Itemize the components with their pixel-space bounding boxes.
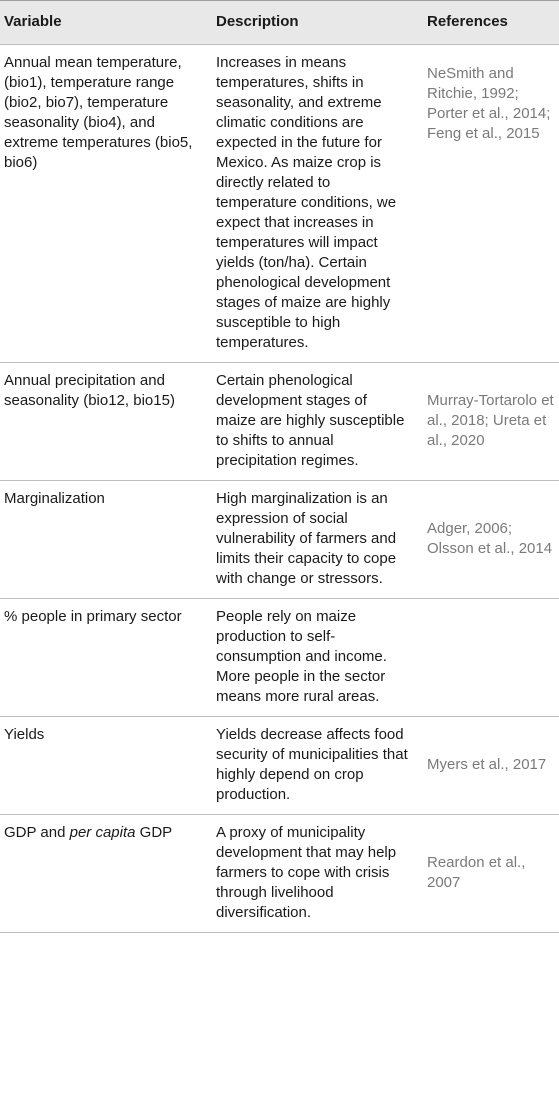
header-references: References bbox=[427, 13, 508, 30]
references-cell bbox=[419, 717, 559, 815]
references-text: Reardon et al., 2007 bbox=[427, 854, 526, 891]
variable-prefix: GDP and bbox=[4, 824, 70, 841]
table-row bbox=[0, 717, 559, 815]
references-cell bbox=[419, 599, 559, 717]
references-text: Murray-Tortarolo et al., 2018; Ureta et al., 2020 bbox=[427, 392, 554, 449]
references-cell bbox=[419, 363, 559, 481]
variable-cell: Annual precipitation and seasonality (bio12, bio15) bbox=[4, 372, 175, 409]
variable-cell: % people in primary sector bbox=[4, 608, 182, 625]
references-text: NeSmith and Ritchie, 1992; Porter et al., 2014; Feng et al., 2015 bbox=[427, 65, 551, 142]
table-body bbox=[0, 45, 559, 933]
references-cell bbox=[419, 481, 559, 599]
description-cell: People rely on maize production to self-consumption and income. More people in the sector means more rural areas. bbox=[216, 608, 387, 705]
variable-cell: Annual mean temperature, (bio1), temperature range (bio2, bio7), temperature seasonality (bio4), and extreme temperatures (bio5, bio6) bbox=[4, 54, 193, 171]
variable-cell: Yields bbox=[4, 726, 45, 743]
description-cell: A proxy of municipality development that may help farmers to cope with crisis through livelihood diversification. bbox=[216, 824, 397, 921]
references-cell bbox=[419, 815, 559, 933]
variable-cell bbox=[0, 815, 208, 933]
references-text: Myers et al., 2017 bbox=[427, 756, 547, 773]
references-text: Adger, 2006; Olsson et al., 2014 bbox=[427, 520, 553, 557]
table-row bbox=[0, 363, 559, 481]
table-header bbox=[0, 0, 559, 45]
variable-emphasis: per capita bbox=[69, 824, 136, 841]
variable-suffix: GDP bbox=[135, 824, 173, 841]
table-top-rule bbox=[0, 0, 559, 1]
variable-cell: Marginalization bbox=[4, 490, 105, 507]
description-cell: Yields decrease affects food security of municipalities that highly depend on crop production. bbox=[216, 726, 408, 803]
description-cell: Certain phenological development stages of maize are highly susceptible to shifts to annual precipitation regimes. bbox=[216, 372, 405, 469]
table-row bbox=[0, 481, 559, 599]
references-cell bbox=[419, 45, 559, 363]
table-row bbox=[0, 599, 559, 717]
header-variable: Variable bbox=[4, 13, 62, 30]
table-row bbox=[0, 45, 559, 363]
header-row bbox=[0, 0, 559, 45]
description-cell: Increases in means temperatures, shifts in seasonality, and extreme climatic conditions are expected in the future for Mexico. As maize crop is directly related to temperature conditions, we expect that increases in temperatures will impact yields (ton/ha). Certain phenological development stages of maize are highly susceptible to high temperatures. bbox=[216, 54, 397, 351]
header-description: Description bbox=[216, 13, 299, 30]
table-row bbox=[0, 815, 559, 933]
description-cell: High marginalization is an expression of social vulnerability of farmers and limits their capacity to cope with change or stressors. bbox=[216, 490, 397, 587]
